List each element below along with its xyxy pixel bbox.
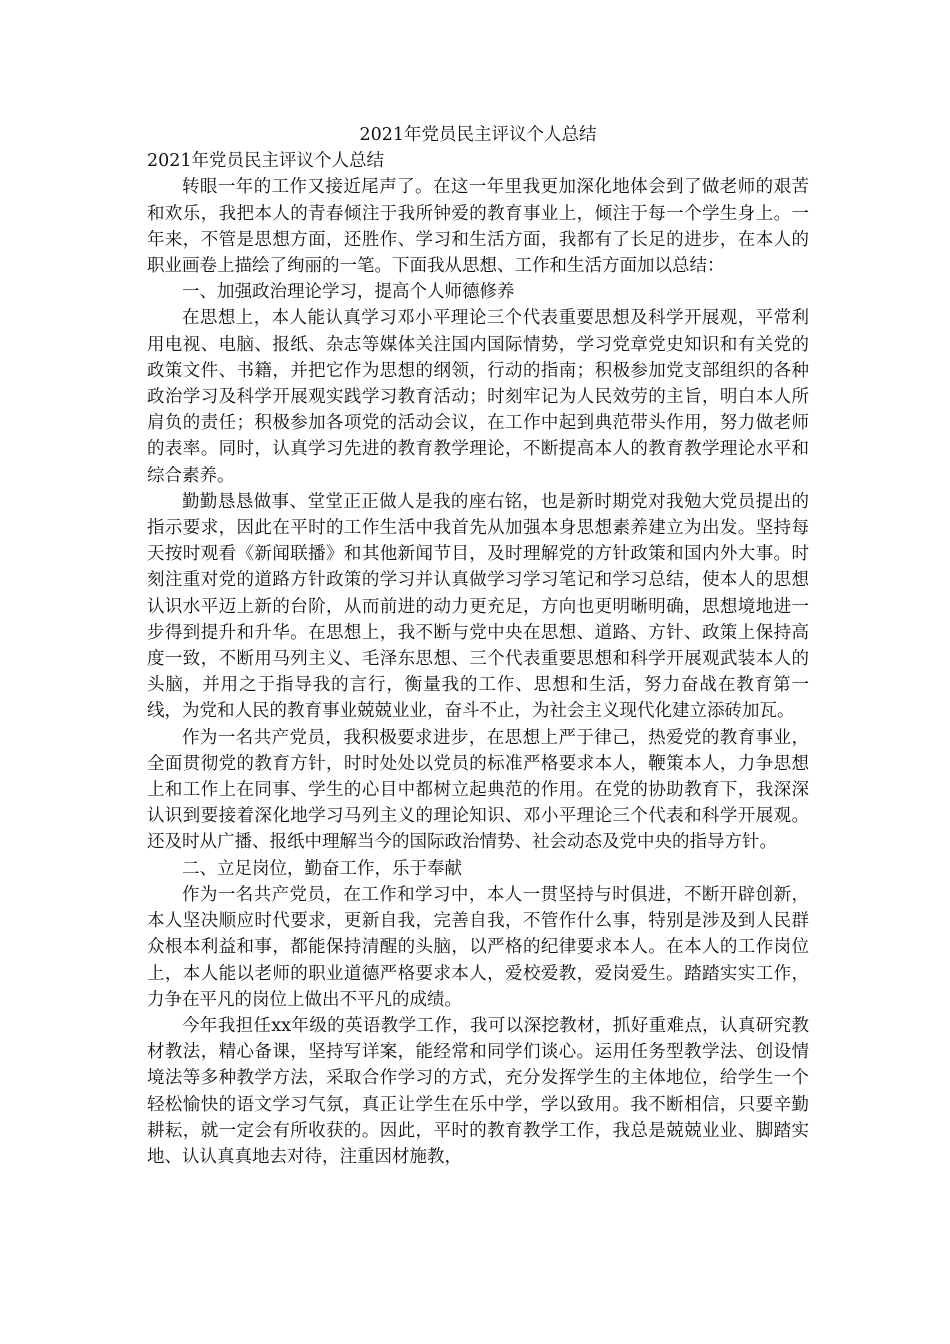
section1-paragraph-3: 作为一名共产党员，我积极要求进步，在思想上严于律己，热爱党的教育事业，全面贯彻党的教育方针，时时处处以党员的标准严格要求本人，鞭策本人，力争思想上和工作上在同事、学生的心目中都树立起典范的作用。在党的协助教育下，我深深认识到要接着深化地学习马列主义的理论知识、邓小平理论三个代表和科学开展观。还及时从广播、报纸中理解当今的国际政治情势、社会动态及党中央的指导方针。 bbox=[147, 727, 809, 853]
section1-paragraph-1: 在思想上，本人能认真学习邓小平理论三个代表重要思想及科学开展观，平常利用电视、电脑、报纸、杂志等媒体关注国内国际情势，学习党章党史知识和有关党的政策文件、书籍，并把它作为思想的纲领，行动的指南；积极参加党支部组织的各种政治学习及科学开展观实践学习教育活动；时刻牢记为人民效劳的主旨，明白本人所肩负的责任；积极参加各项党的活动会议，在工作中起到典范带头作用，努力做老师的表率。同时，认真学习先进的教育教学理论，不断提高本人的教育教学理论水平和综合素养。 bbox=[147, 308, 809, 486]
section1-paragraph-2: 勤勤恳恳做事、堂堂正正做人是我的座右铭，也是新时期党对我勉大党员提出的指示要求，因此在平时的工作生活中我首先从加强本身思想素养建立为出发。坚持每天按时观看《新闻联播》和其他新闻节目，及时理解党的方针政策和国内外大事。时刻注重对党的道路方针政策的学习并认真做学习学习笔记和学习总结，使本人的思想认识水平迈上新的台阶，从而前进的动力更充足，方向也更明晰明确，思想境地进一步得到提升和升华。在思想上，我不断与党中央在思想、道路、方针、政策上保持高度一致，不断用马列主义、毛泽东思想、三个代表重要思想和科学开展观武装本人的头脑，并用之于指导我的言行，衡量我的工作、思想和生活，努力奋战在教育第一线，为党和人民的教育事业兢兢业业，奋斗不止，为社会主义现代化建立添砖加瓦。 bbox=[147, 491, 809, 722]
section2-paragraph-1: 作为一名共产党员，在工作和学习中，本人一贯坚持与时俱进，不断开辟创新，本人坚决顺应时代要求，更新自我，完善自我，不管作什么事，特别是涉及到人民群众根本利益和事，都能保持清醒的头脑，以严格的纪律要求本人。在本人的工作岗位上，本人能以老师的职业道德严格要求本人，爱校爱教，爱岗爱生。踏踏实实工作，力争在平凡的岗位上做出不平凡的成绩。 bbox=[147, 884, 809, 1010]
document-subtitle: 2021年党员民主评议个人总结 bbox=[147, 151, 385, 172]
document-page bbox=[147, 122, 809, 1170]
intro-paragraph: 转眼一年的工作又接近尾声了。在这一年里我更加深化地体会到了做老师的艰苦和欢乐，我把本人的青春倾注于我所钟爱的教育事业上，倾注于每一个学生身上。一年来，不管是思想方面，还胜作、学习和生活方面，我都有了长足的进步，在本人的职业画卷上描绘了绚丽的一笔。下面我从思想、工作和生活方面加以总结： bbox=[147, 177, 809, 277]
section2-paragraph-2: 今年我担任xx年级的英语教学工作，我可以深挖教材，抓好重难点，认真研究教材教法，精心备课，坚持写详案，能经常和同学们谈心。运用任务型教学法、创设情境法等多种教学方法，采取合作学习的方式，充分发挥学生的主体地位，给学生一个轻松愉快的语文学习气氛，真正让学生在乐中学，学以致用。我不断相信，只要辛勤耕耘，就一定会有所收获的。因此，平时的教育教学工作，我总是兢兢业业、脚踏实地、认认真真地去对待，注重因材施教， bbox=[147, 1015, 809, 1167]
section-heading-2: 二、立足岗位，勤奋工作，乐于奉献 bbox=[182, 858, 462, 879]
document-title: 2021年党员民主评议个人总结 bbox=[359, 125, 597, 145]
section-heading-1: 一、加强政治理论学习，提高个人师德修养 bbox=[182, 282, 515, 303]
